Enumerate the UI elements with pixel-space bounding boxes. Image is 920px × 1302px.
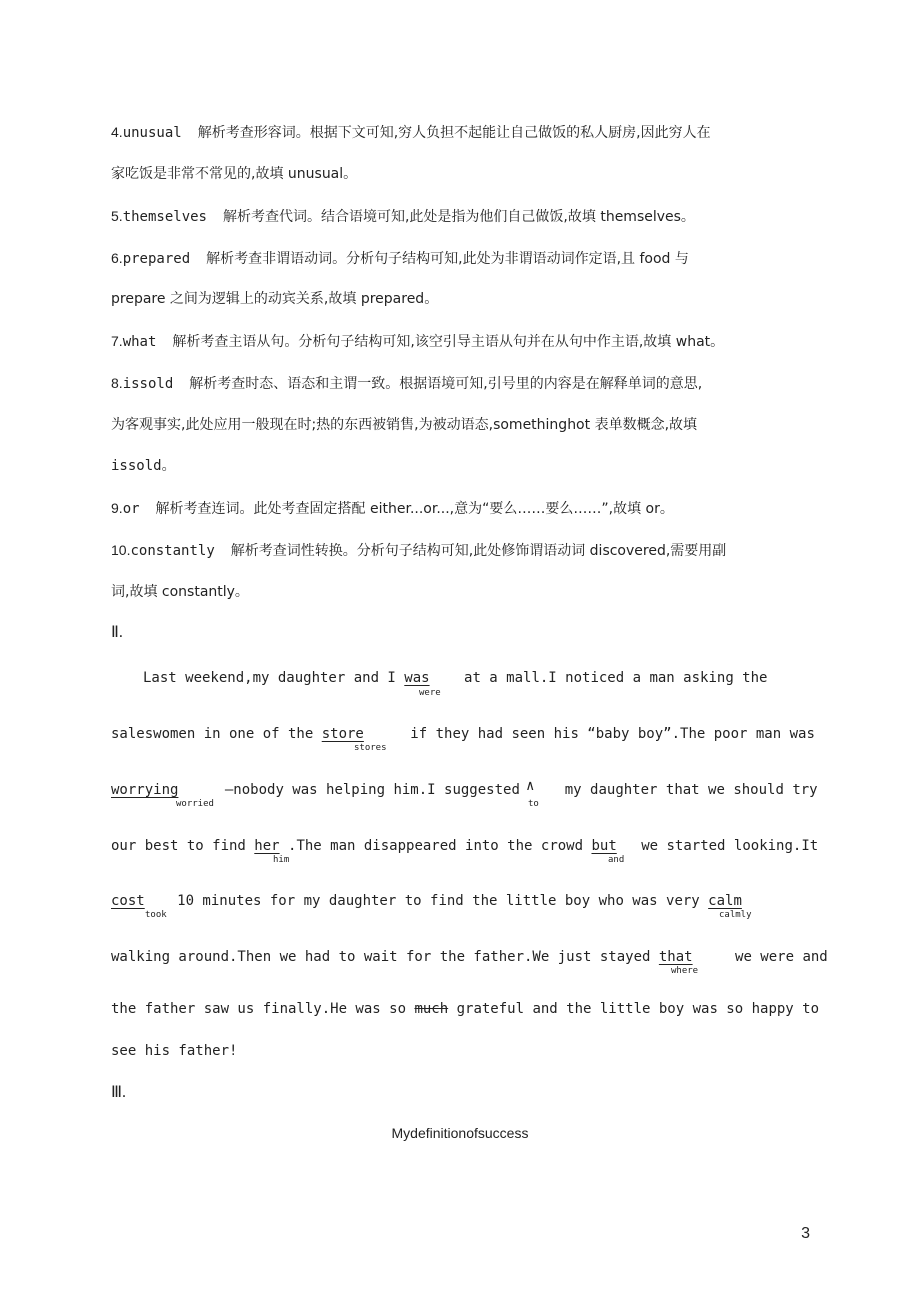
error-word: her xyxy=(254,838,280,854)
deleted-word: much xyxy=(414,1001,449,1017)
error-word: store xyxy=(321,726,364,742)
answer-4 xyxy=(111,122,711,143)
text: —nobody was helping him.I suggested xyxy=(216,782,529,798)
text: at a mall.I noticed a man asking the xyxy=(455,670,768,686)
correction: where xyxy=(671,966,699,976)
answer-explanation: 解析考查代词。结合语境可知,此处是指为他们自己做饭,故填 themselves。 xyxy=(222,209,695,225)
answer-number: 4. xyxy=(111,124,123,140)
answer-10-cont: 词,故填 constantly。 xyxy=(111,584,249,600)
text: saleswomen in one of the xyxy=(111,726,322,742)
answer-number: 10. xyxy=(111,542,131,558)
answer-word: issold xyxy=(122,376,174,392)
answer-word: themselves xyxy=(122,209,207,225)
answer-explanation: 解析考查形容词。根据下文可知,穷人负担不起能让自己做饭的私人厨房,因此穷人在 xyxy=(197,125,711,141)
answer-10 xyxy=(111,540,726,561)
text: if they had seen his “baby boy”.The poor man was xyxy=(401,726,815,742)
text: we were and xyxy=(726,949,828,965)
correction-line-7 xyxy=(111,999,819,1019)
text: our best to find xyxy=(111,838,255,854)
correction-line-4 xyxy=(111,836,818,856)
answer-number: 5. xyxy=(111,208,123,224)
text: my daughter that we should try xyxy=(556,782,818,798)
text: the father saw us finally.He was so xyxy=(111,1001,415,1017)
error-word: worrying xyxy=(111,782,179,798)
answer-explanation: 解析考查非谓语动词。分析句子结构可知,此处为非谓语动词作定语,且 food 与 xyxy=(206,251,689,267)
insert-caret: ∧ xyxy=(526,778,535,794)
answer-word: prepared xyxy=(122,251,191,267)
answer-6 xyxy=(111,248,689,269)
correction: took xyxy=(145,910,167,920)
correction-line-3 xyxy=(111,780,818,800)
error-word: cost xyxy=(111,893,145,909)
correction-line-2 xyxy=(111,724,815,744)
answer-word: constantly xyxy=(130,543,215,559)
section-3-label: Ⅲ. xyxy=(111,1084,127,1101)
answer-word: or xyxy=(122,501,140,517)
answer-explanation: 解析考查词性转换。分析句子结构可知,此处修饰谓语动词 discovered,需要用副 xyxy=(230,543,727,559)
correction: calmly xyxy=(719,910,752,920)
correction: worried xyxy=(176,799,214,809)
text: walking around.Then we had to wait for the father.We just stayed xyxy=(111,949,659,965)
error-word: but xyxy=(591,838,617,854)
correction-line-6 xyxy=(111,947,828,967)
answer-number: 7. xyxy=(111,333,123,349)
text: we started looking.It xyxy=(632,838,819,854)
error-word: calm xyxy=(708,893,742,909)
answer-8 xyxy=(111,373,702,394)
correction: stores xyxy=(354,743,387,753)
correction-line-1 xyxy=(143,668,767,688)
answer-6-cont: prepare 之间为逻辑上的动宾关系,故填 prepared。 xyxy=(111,291,439,307)
correction-line-8: see his father! xyxy=(111,1043,238,1059)
answer-8-cont2: issold。 xyxy=(111,458,176,474)
answer-word: what xyxy=(122,334,157,350)
page-number: 3 xyxy=(801,1225,810,1242)
section-2-label: Ⅱ. xyxy=(111,624,123,641)
answer-explanation: 解析考查主语从句。分析句子结构可知,该空引导主语从句并在从句中作主语,故填 what。 xyxy=(172,334,725,350)
correction-line-5 xyxy=(111,891,742,911)
answer-number: 9. xyxy=(111,500,123,516)
text: Last weekend,my daughter and I xyxy=(143,670,405,686)
text: grateful and the little boy was so happy to xyxy=(448,1001,820,1017)
answer-explanation: 解析考查连词。此处考查固定搭配 either...or...,意为“要么……要么……”,故填 or。 xyxy=(155,501,674,517)
text: .The man disappeared into the crowd xyxy=(279,838,592,854)
answer-5 xyxy=(111,206,695,227)
answer-7 xyxy=(111,331,724,352)
answer-4-cont: 家吃饭是非常不常见的,故填 unusual。 xyxy=(111,166,358,182)
essay-title: Mydefinitionofsuccess xyxy=(391,1125,529,1141)
answer-explanation: 解析考查时态、语态和主谓一致。根据语境可知,引号里的内容是在解释单词的意思, xyxy=(189,376,703,392)
correction: him xyxy=(273,855,290,865)
correction: and xyxy=(608,855,625,865)
answer-8-cont: 为客观事实,此处应用一般现在时;热的东西被销售,为被动语态,somethinghot 表单数概念,故填 xyxy=(111,417,698,433)
correction: were xyxy=(419,688,441,698)
answer-9 xyxy=(111,498,674,519)
answer-word: unusual xyxy=(122,125,182,141)
answer-number: 8. xyxy=(111,375,123,391)
correction: to xyxy=(528,799,539,809)
error-word: that xyxy=(658,949,693,965)
error-word: was xyxy=(404,670,430,686)
answer-number: 6. xyxy=(111,250,123,266)
text: 10 minutes for my daughter to find the little boy who was very xyxy=(168,893,709,909)
